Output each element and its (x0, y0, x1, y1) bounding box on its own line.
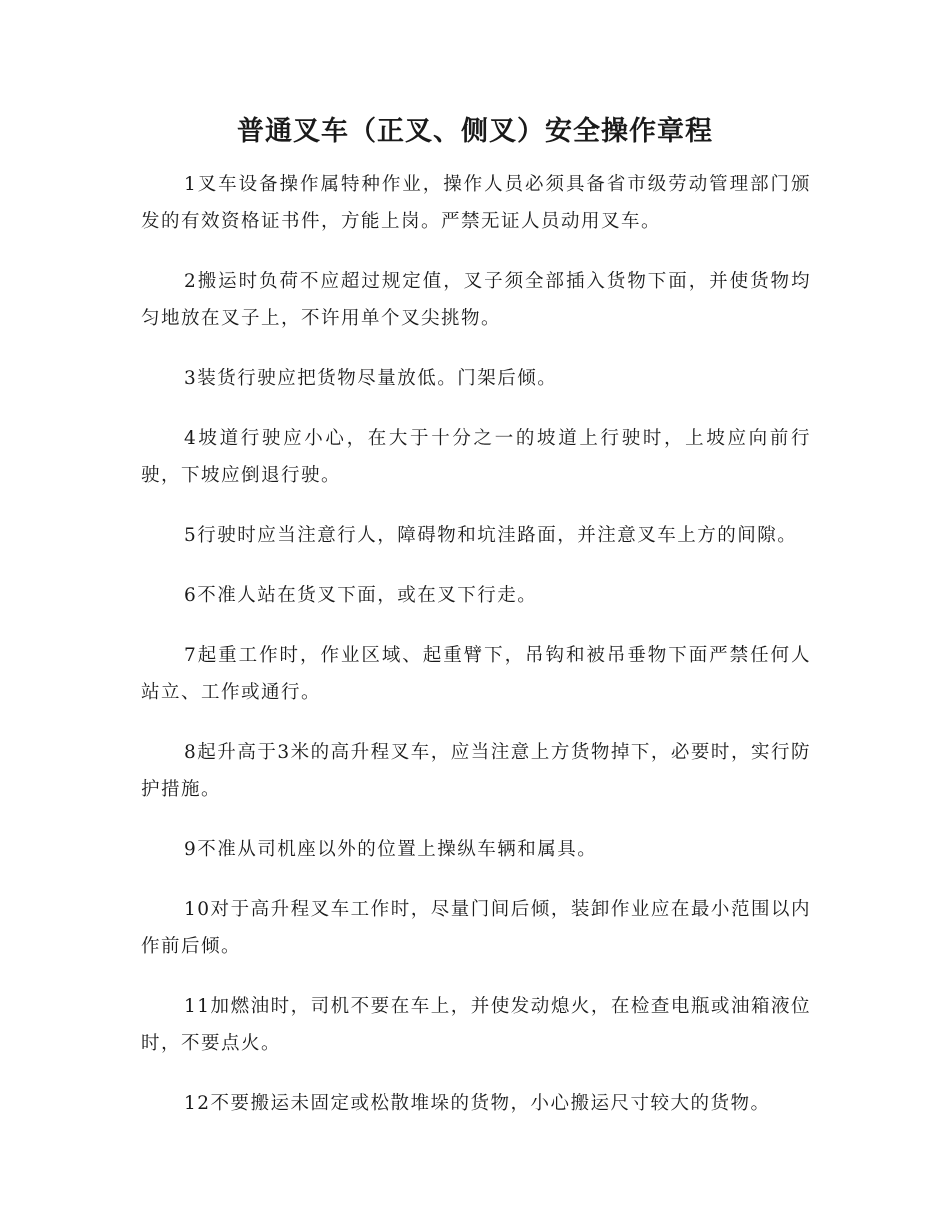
paragraph-9: 9不准从司机座以外的位置上操纵车辆和属具。 (184, 839, 598, 860)
paragraph-7: 7起重工作时，作业区域、起重臂下，吊钩和被吊垂物下面严禁任何人站立、工作或通行。 (141, 645, 811, 703)
paragraph-1: 1叉车设备操作属特种作业，操作人员必须具备省市级劳动管理部门颁发的有效资格证书件，方能上岗。严禁无证人员动用叉车。 (141, 174, 811, 232)
paragraph-3: 3装货行驶应把货物尽量放低。门架后倾。 (184, 368, 558, 389)
paragraph-11: 11加燃油时，司机不要在车上，并使发动熄火，在检查电瓶或油箱液位时，不要点火。 (141, 996, 811, 1054)
paragraph-12: 12不要搬运未固定或松散堆垛的货物，小心搬运尺寸较大的货物。 (184, 1093, 771, 1114)
paragraph-2: 2搬运时负荷不应超过规定值，叉子须全部插入货物下面，并使货物均匀地放在叉子上，不许用单个叉尖挑物。 (141, 271, 811, 329)
document-title: 普通叉车（正叉、侧叉）安全操作章程 (237, 116, 713, 147)
paragraph-6: 6不准人站在货叉下面，或在叉下行走。 (184, 585, 538, 606)
paragraph-5: 5行驶时应当注意行人，障碍物和坑洼路面，并注意叉车上方的间隙。 (184, 525, 798, 546)
document-body (141, 166, 811, 1145)
paragraph-10: 10对于高升程叉车工作时，尽量门间后倾，装卸作业应在最小范围以内作前后倾。 (141, 899, 811, 957)
paragraph-4: 4坡道行驶应小心，在大于十分之一的坡道上行驶时，上坡应向前行驶，下坡应倒退行驶。 (141, 428, 811, 486)
paragraph-8: 8起升高于3米的高升程叉车，应当注意上方货物掉下，必要时，实行防护措施。 (141, 742, 811, 800)
